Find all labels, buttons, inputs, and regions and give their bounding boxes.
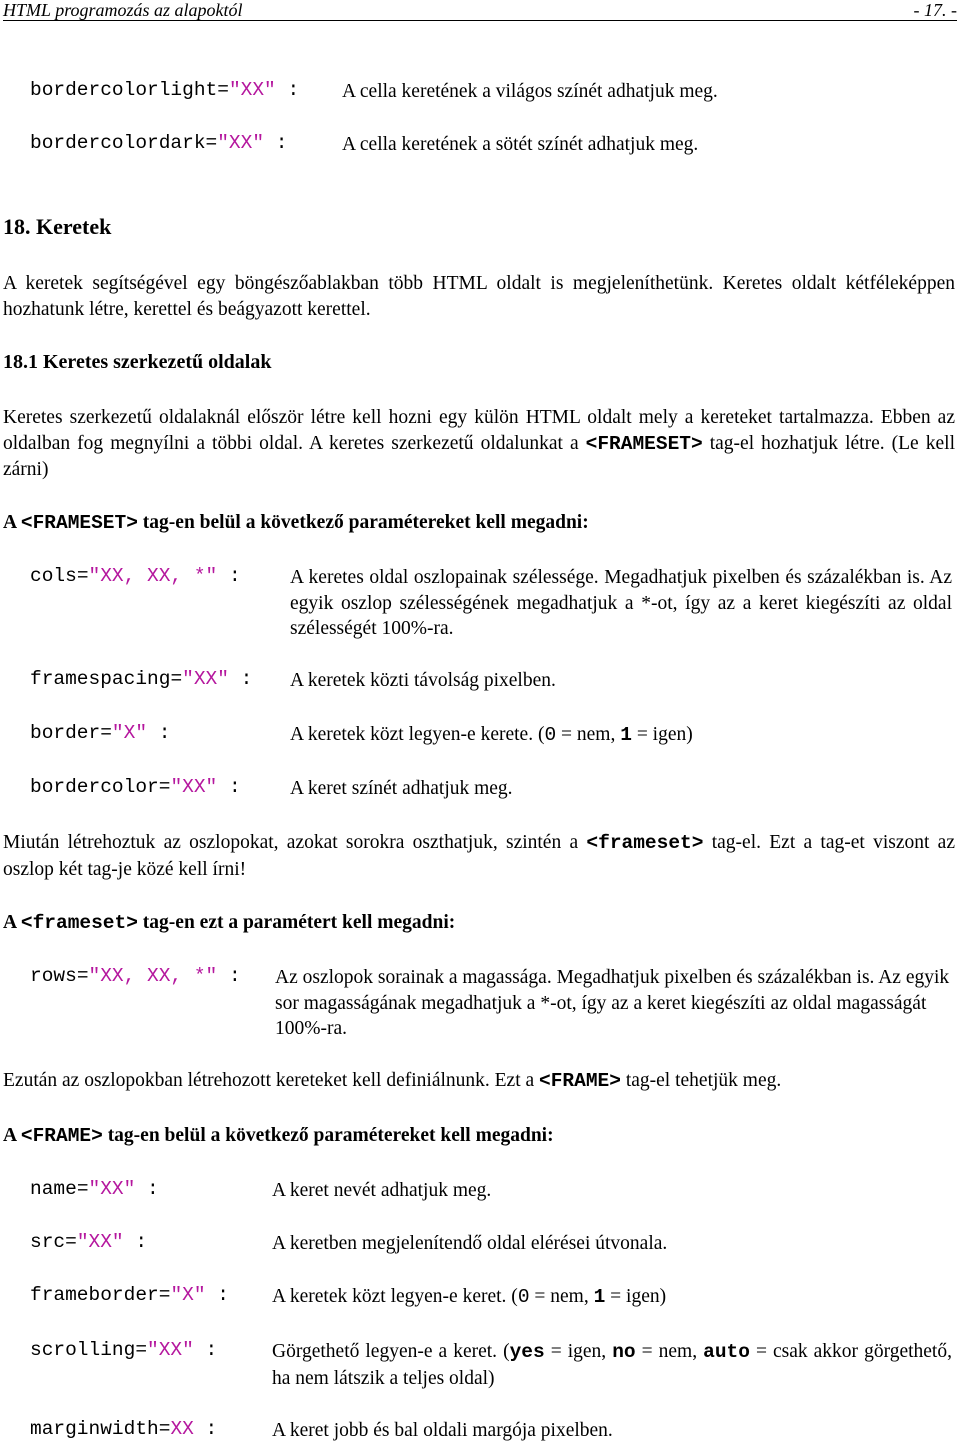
param-frameborder-desc: A keretek közt legyen-e keret. (0 = nem, 1 = igen) xyxy=(272,1286,667,1308)
param-cols-desc: A keretes oldal oszlopainak szélessége. Megadhatjuk pixelben és százalékban is. Az egyik oszlop szélességének megadhatjuk a *-ot, így az a keret kiegészíti az oldal szélességét 100%-ra. xyxy=(290,567,952,639)
param-rows-desc: Az oszlopok sorainak a magassága. Megadhatjuk pixelben és százalékban is. Az egyik sor magasságának megadhatjuk a *-ot, így az a keret kiegészíti az oldal magasságát 100%-ra. xyxy=(275,967,950,1039)
frameset-params-heading: A <FRAMESET> tag-en belül a következő paramétereket kell megadni: xyxy=(3,512,589,534)
rows-intro-paragraph: Miután létrehoztuk az oszlopokat, azokat sorokra oszthatjuk, szintén a <frameset> tag-el. Ezt a tag-et viszont az oszlop két tag-je közé kell írni! xyxy=(3,832,955,880)
param-name: name="XX" : xyxy=(30,1178,159,1200)
param-scrolling-desc: Görgethető legyen-e a keret. (yes = igen, no = nem, auto = csak akkor görgethető, ha nem látszik a teljes oldal) xyxy=(272,1341,952,1389)
param-bordercolorlight: bordercolorlight="XX" : xyxy=(30,79,300,101)
param-cols: cols="XX, XX, *" : xyxy=(30,565,241,587)
param-marginwidth: marginwidth=XX : xyxy=(30,1418,218,1440)
param-marginwidth-desc: A keret jobb és bal oldali margója pixelben. xyxy=(272,1420,613,1441)
param-scrolling: scrolling="XX" : xyxy=(30,1339,218,1361)
param-name-desc: A keret nevét adhatjuk meg. xyxy=(272,1180,492,1201)
param-frameborder: frameborder="X" : xyxy=(30,1284,229,1306)
param-border: border="X" : xyxy=(30,722,171,744)
param-framespacing: framespacing="XX" : xyxy=(30,668,253,690)
param-framespacing-desc: A keretek közti távolság pixelben. xyxy=(290,670,556,691)
param-bordercolor-desc: A keret színét adhatjuk meg. xyxy=(290,778,513,799)
section-title: 18. Keretek xyxy=(3,214,112,239)
subsection-title: 18.1 Keretes szerkezetű oldalak xyxy=(3,351,272,373)
intro-paragraph: A keretek segítségével egy böngészőablakban több HTML oldalt is megjeleníthetünk. Keretes oldalt kétféleképpen hozhatunk létre, kerettel és beágyazott kerettel. xyxy=(3,273,955,320)
param-bordercolor: bordercolor="XX" : xyxy=(30,776,241,798)
document-title: HTML programozás az alapoktól xyxy=(3,0,243,20)
frame-intro-paragraph: Ezután az oszlopokban létrehozott kereteket kell definiálnunk. Ezt a <FRAME> tag-el tehetjük meg. xyxy=(3,1070,782,1092)
param-src-desc: A keretben megjelenítendő oldal elérései útvonala. xyxy=(272,1233,668,1254)
frame-params-heading: A <FRAME> tag-en belül a következő paramétereket kell megadni: xyxy=(3,1125,554,1147)
param-bordercolordark-desc: A cella keretének a sötét színét adhatjuk meg. xyxy=(342,134,699,155)
frameset-intro-paragraph: Keretes szerkezetű oldalaknál először létre kell hozni egy külön HTML oldalt mely a kereteket tartalmazza. Ebben az oldalban fog megnyílni a többi oldal. A keretes szerkezetű oldalunkat a <FRAMESET> tag-el hozhatjuk létre. (Le kell zárni) xyxy=(3,407,955,480)
param-bordercolorlight-desc: A cella keretének a világos színét adhatjuk meg. xyxy=(342,81,718,102)
param-src: src="XX" : xyxy=(30,1231,148,1253)
page-number: - 17. - xyxy=(913,0,957,20)
param-border-desc: A keretek közt legyen-e kerete. (0 = nem, 1 = igen) xyxy=(290,724,693,746)
rows-params-heading: A <frameset> tag-en ezt a paramétert kell megadni: xyxy=(3,912,456,934)
page-header xyxy=(3,0,957,21)
param-rows: rows="XX, XX, *" : xyxy=(30,965,241,987)
param-bordercolordark: bordercolordark="XX" : xyxy=(30,132,288,154)
